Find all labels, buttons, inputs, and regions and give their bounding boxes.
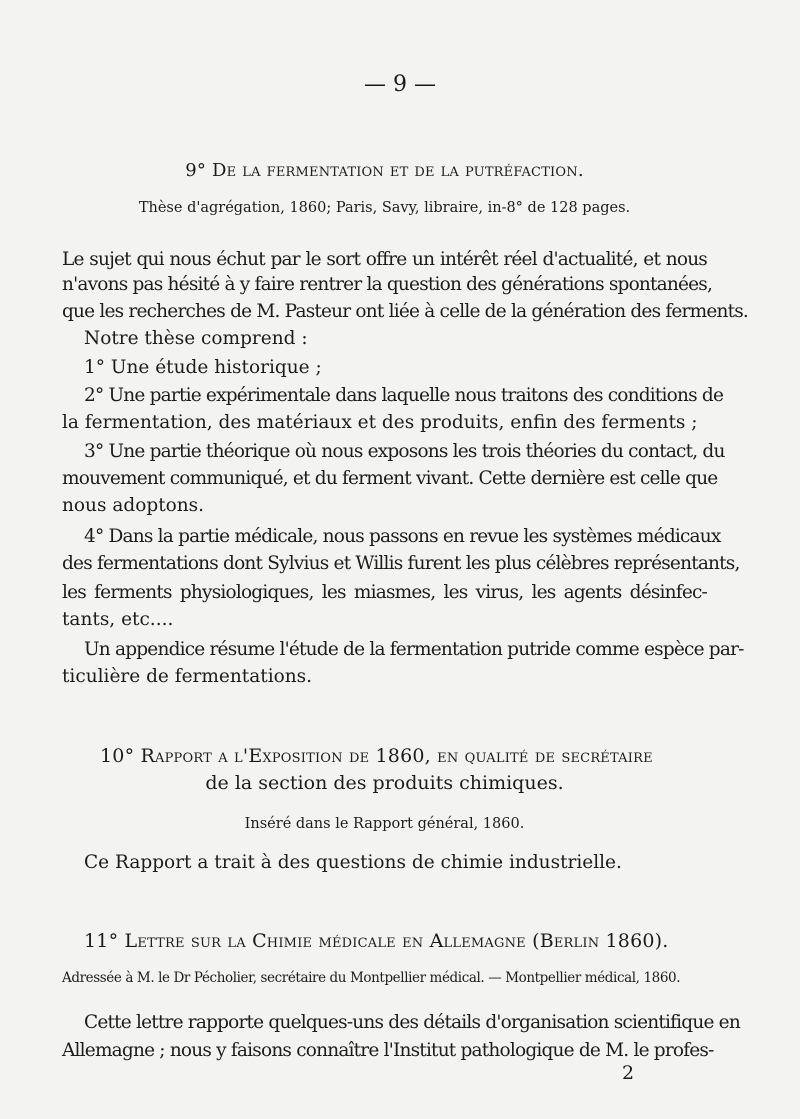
section-9-heading: 9° De la fermentation et de la putréfaction. [185, 160, 584, 181]
section-9-line-11: 4° Dans la partie médicale, nous passons en revue les systèmes médicaux [84, 526, 721, 547]
section-9-line-7: la fermentation, des matériaux et des produits, enfin des ferments ; [62, 412, 698, 433]
section-9-line-10: nous adoptons. [62, 495, 205, 516]
section-11-subtitle: Adressée à M. le Dr Pécholier, secrétaire du Montpellier médical. — Montpellier médical, 1860. [62, 970, 681, 986]
section-9-line-12: des fermentations dont Sylvius et Willis furent les plus célèbres représentants, [62, 553, 740, 574]
section-11-heading: 11° Lettre sur la Chimie médicale en Allemagne (Berlin 1860). [84, 930, 669, 952]
section-9-subtitle: Thèse d'agrégation, 1860; Paris, Savy, libraire, in-8° de 128 pages. [138, 200, 631, 216]
section-9-line-5: 1° Une étude historique ; [84, 357, 322, 378]
section-9-line-1: Le sujet qui nous échut par le sort offre un intérêt réel d'actualité, et nous [62, 249, 707, 270]
section-10-heading-line-1: 10° Rapport a l'Exposition de 1860, en qualité de secrétaire [100, 745, 653, 767]
section-10-subtitle: Inséré dans le Rapport général, 1860. [244, 816, 525, 832]
signature-mark: 2 [622, 1062, 635, 1084]
section-9-line-9: mouvement communiqué, et du ferment vivant. Cette dernière est celle que [62, 468, 718, 489]
section-9-line-16: ticulière de fermentations. [62, 666, 313, 687]
section-9-line-14: tants, etc.... [62, 609, 174, 630]
section-9-line-3: que les recherches de M. Pasteur ont liée à celle de la génération des ferments. [62, 301, 749, 322]
section-11-line-2: Allemagne ; nous y faisons connaître l'Institut pathologique de M. le profes- [62, 1040, 714, 1061]
section-9-line-4: Notre thèse comprend : [84, 328, 308, 349]
section-9-line-8: 3° Une partie théorique où nous exposons les trois théories du contact, du [84, 441, 725, 462]
section-10-body: Ce Rapport a trait à des questions de chimie industrielle. [84, 852, 622, 873]
section-9-line-15: Un appendice résume l'étude de la fermentation putride comme espèce par- [84, 639, 744, 660]
section-10-heading-line-2: de la section des produits chimiques. [205, 772, 564, 794]
page-folio: — 9 — [364, 72, 436, 97]
section-11-line-1: Cette lettre rapporte quelques-uns des détails d'organisation scientifique en [84, 1012, 740, 1033]
section-9-line-13: les ferments physiologiques, les miasmes, les virus, les agents désinfec- [62, 582, 707, 603]
section-9-line-6: 2° Une partie expérimentale dans laquelle nous traitons des conditions de [84, 385, 724, 406]
section-9-line-2: n'avons pas hésité à y faire rentrer la question des générations spontanées, [62, 274, 713, 295]
